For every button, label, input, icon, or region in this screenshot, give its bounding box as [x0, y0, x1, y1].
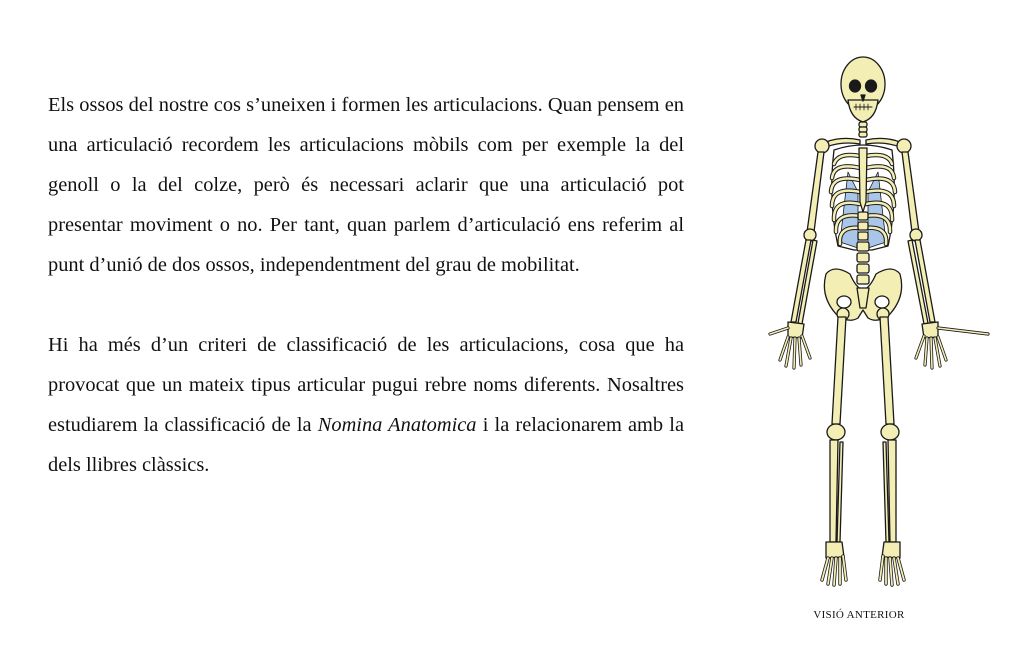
- left-foot: [822, 542, 846, 585]
- skeleton-illustration: [730, 52, 1000, 612]
- left-hand: [770, 322, 810, 368]
- right-foot: [880, 542, 904, 585]
- paragraph-2-italic-term: Nomina Anatomica: [317, 414, 477, 436]
- paragraph-2-text-after: i la relacionarem amb la dels llibres clàssics.: [48, 414, 684, 476]
- article-text: [48, 85, 684, 485]
- paragraph-1: Els ossos del nostre cos s’uneixen i formen les articulacions. Quan pensem en una articulació recordem les articulacions mòbils com per exemple la del genoll o la del colze, però és necessari aclarir que una articulació pot presentar moviment o no. Per tant, quan parlem d’articulació ens referim al punt d’unió de dos ossos, independentment del grau de mobilitat.: [48, 94, 684, 276]
- paragraph-2-text-before: Hi ha més d’un criteri de classificació de les articulacions, cosa que ha provocat que un mateix tipus articular pugui rebre noms diferents. Nosaltres estudiarem la classificació de la: [48, 334, 684, 436]
- right-hand: [916, 322, 988, 368]
- paragraph-2: [48, 325, 684, 485]
- figure-caption: VISIÓ ANTERIOR: [813, 609, 905, 621]
- skeleton-figure: [730, 52, 1000, 632]
- skull: [841, 57, 885, 122]
